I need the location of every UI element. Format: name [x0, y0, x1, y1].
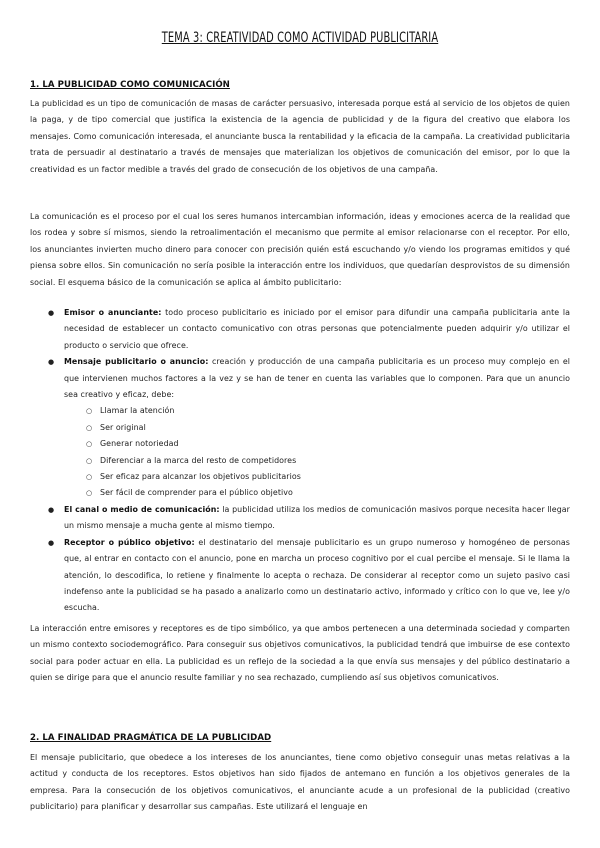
communication-elements-list — [30, 305, 570, 617]
bullet-term: Mensaje publicitario o anuncio: — [64, 357, 209, 367]
list-item — [30, 354, 570, 502]
bullet-term: El canal o medio de comunicación: — [64, 504, 220, 514]
sub-list-item: ○ Llamar la atención — [64, 403, 570, 419]
sub-list-item: ○ Diferenciar a la marca del resto de competidores — [64, 453, 570, 469]
section-2-paragraph-1: El mensaje publicitario, que obedece a los intereses de los anunciantes, tiene como objetivo conseguir unas metas relativas a la actitud y conducta de los receptores. Estos objetivos han sido fijados de antemano en función a los objetivos generales de la empresa. Para la consecución de los objetivos comunicativos, el anunciante acude a un profesional de la publicidad (creativo publicitario) para planificar y desarrollar sus campañas. Este utilizará el lenguaje en — [30, 753, 570, 812]
bullet-term: Receptor o público objetivo: — [64, 537, 195, 547]
sub-list-item: ○ Ser fácil de comprender para el público objetivo — [64, 485, 570, 501]
section-1-paragraph-2: La comunicación es el proceso por el cual los seres humanos intercambian información, ideas y emociones acerca de la realidad que los rodea y sobre sí mismos, siendo la retroalimentación el mecanismo que permite al emisor relacionarse con el receptor. Por ello, los anunciantes invierten mucho dinero para conocer con precisión quién está escuchando y/o viendo los programas emitidos y qué piensa sobre ellos. Sin comunicación no sería posible la interacción entre los individuos, que quedarían desprovistos de su dimensión social. El esquema básico de la comunicación se aplica al ámbito publicitario: — [30, 212, 570, 287]
list-item — [30, 502, 570, 535]
section-1-paragraph-1: La publicidad es un tipo de comunicación de masas de carácter persuasivo, interesada porque está al servicio de los objetos de quien la paga, y de tipo comercial que justifica la existencia de la agencia de publicidad y de la figura del creativo que elabora los mensajes. Como comunicación interesada, el anunciante busca la rentabilidad y la eficacia de la campaña. La creatividad publicitaria trata de persuadir al destinatario a través de mensajes que materializan los objetivos de comunicación del emisor, por lo que la creatividad es un factor medible a través del grado de consecución de los objetivos de una campaña. — [30, 99, 570, 174]
sub-list-item: ○ Generar notoriedad — [64, 436, 570, 452]
list-item — [30, 305, 570, 354]
bullet-text: la publicidad utiliza los medios de comunicación masivos porque necesita hacer llegar un mismo mensaje a mucha gente al mismo tiempo. — [64, 504, 570, 531]
bullet-text: todo proceso publicitario es iniciado por el emisor para difundir una campaña publicitaria ante la necesidad de establecer un contacto comunicativo con otras personas que potencialmente pueden adquirir y/o utilizar el producto o servicio que ofrece. — [64, 308, 570, 350]
ad-requirements-list — [64, 403, 570, 501]
list-item — [30, 535, 570, 617]
section-1-heading: 1. LA PUBLICIDAD COMO COMUNICACIÓN — [30, 80, 230, 90]
section-1-paragraph-3: La interacción entre emisores y receptores es de tipo simbólico, ya que ambos pertenecen a una determinada sociedad y comparten un mismo contexto sociodemográfico. Para conseguir sus objetivos comunicativos, la publicidad tendrá que imbuirse de ese contexto social para poder actuar en ella. La publicidad es un reflejo de la sociedad a la que envía sus mensajes y del público destinatario a quien se dirige para que el anuncio resulte familiar y no sea rechazado, cumpliendo así sus objetivos comunicativos. — [30, 624, 570, 683]
bullet-text: creación y producción de una campaña publicitaria es un proceso muy complejo en el que intervienen muchos factores a la vez y se han de tener en cuenta las variables que lo componen. Para que un anuncio sea creativo y eficaz, debe: — [64, 357, 570, 400]
section-2-heading: 2. LA FINALIDAD PRAGMÁTICA DE LA PUBLICIDAD — [30, 733, 272, 743]
sub-list-item: ○ Ser original — [64, 420, 570, 436]
bullet-term: Emisor o anunciante: — [64, 308, 162, 317]
document-title: TEMA 3: CREATIVIDAD COMO ACTIVIDAD PUBLICITARIA — [161, 30, 439, 46]
bullet-text: el destinatario del mensaje publicitario es un grupo numeroso y homogéneo de personas que, al entrar en contacto con el anuncio, pone en marcha un proceso cognitivo por el cual percibe el mensaje. Si le llama la atención, lo descodifica, lo retiene y finalmente lo acepta o rechaza. De considerar al receptor como un sujeto pasivo casi indefenso ante la publicidad se ha pasado a analizarlo como un destinatario activo, informado y crítico con lo que ve, lee y/o escucha. — [64, 537, 570, 613]
sub-list-item: ○ Ser eficaz para alcanzar los objetivos publicitarios — [64, 469, 570, 485]
